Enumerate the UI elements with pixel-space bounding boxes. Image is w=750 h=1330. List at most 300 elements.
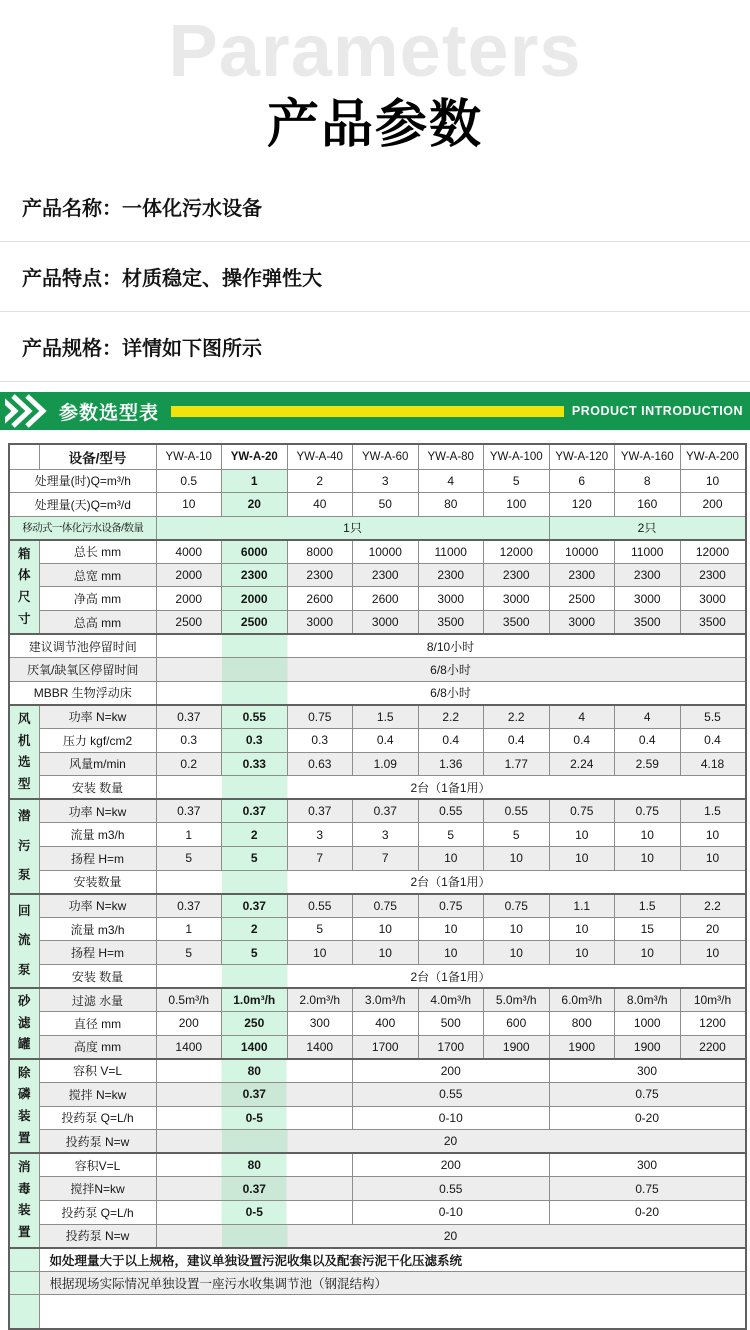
table-row xyxy=(9,1059,746,1083)
value-cell: 8 xyxy=(615,469,681,493)
row-label: 投药泵 N=w xyxy=(39,1224,156,1248)
row-label: 风量m/min xyxy=(39,752,156,776)
row-label: 移动式一体化污水设备/数量 xyxy=(9,516,156,540)
model-header: YW-A-60 xyxy=(353,444,419,469)
value-cell: 2300 xyxy=(680,563,746,587)
table-row xyxy=(9,799,746,823)
row-label: 总高 mm xyxy=(39,611,156,635)
value-cell: 3 xyxy=(353,823,419,847)
group-label: 回 流 泵 xyxy=(9,894,39,988)
value-cell: 50 xyxy=(353,493,419,517)
value-cell: 400 xyxy=(353,1012,419,1036)
table-row xyxy=(9,964,746,988)
watermark-text: Parameters xyxy=(168,9,582,92)
value-cell: 8/10小时 xyxy=(156,634,746,658)
value-cell: 2000 xyxy=(156,587,222,611)
value-cell: 0.55 xyxy=(353,1177,550,1201)
table-row xyxy=(9,563,746,587)
value-cell: 20 xyxy=(156,1224,746,1248)
row-label: 建议调节池停留时间 xyxy=(9,634,156,658)
table-row xyxy=(9,1248,746,1272)
row-label: 压力 kgf/cm2 xyxy=(39,729,156,753)
section-title: 参数选型表 xyxy=(59,402,160,424)
yellow-divider xyxy=(171,406,564,417)
value-cell: 0.75 xyxy=(353,894,419,918)
value-cell: 5.5 xyxy=(680,705,746,729)
value-cell: 0.55 xyxy=(353,1082,550,1106)
value-cell: 10 xyxy=(484,847,550,871)
row-label: 流量 m3/h xyxy=(39,823,156,847)
value-cell: 2 xyxy=(222,823,288,847)
value-cell: 0.75 xyxy=(287,705,353,729)
value-cell: 1700 xyxy=(418,1035,484,1059)
group-cell-empty xyxy=(9,1271,39,1295)
value-cell: 3500 xyxy=(418,611,484,635)
product-name-row xyxy=(0,172,750,242)
value-cell: 2500 xyxy=(549,587,615,611)
value-cell: 4000 xyxy=(156,540,222,564)
value-cell: 250 xyxy=(222,1012,288,1036)
value-cell: 0.37 xyxy=(222,799,288,823)
value-cell: 200 xyxy=(353,1153,550,1177)
value-cell: 0.37 xyxy=(156,799,222,823)
table-row xyxy=(9,1012,746,1036)
value-cell: 3500 xyxy=(680,611,746,635)
value-cell: 1 xyxy=(156,917,222,941)
row-label: 功率 N=kw xyxy=(39,894,156,918)
value-cell: 2只 xyxy=(549,516,746,540)
value-cell: 0.75 xyxy=(549,1082,746,1106)
value-cell: 2.59 xyxy=(615,752,681,776)
value-cell: 10 xyxy=(353,917,419,941)
value-cell: 0.37 xyxy=(156,705,222,729)
value-cell: 0-5 xyxy=(156,1106,353,1130)
row-label: 容积V=L xyxy=(39,1153,156,1177)
value-cell: 2 xyxy=(287,469,353,493)
spec-table xyxy=(8,443,747,1330)
value-cell: 10 xyxy=(680,823,746,847)
section-bar xyxy=(0,392,750,430)
value-cell: 2300 xyxy=(222,563,288,587)
row-label: 处理量(天)Q=m³/d xyxy=(9,493,156,517)
product-spec-row xyxy=(0,312,750,382)
table-row xyxy=(9,1271,746,1295)
value-cell: 3000 xyxy=(353,611,419,635)
value-cell: 1400 xyxy=(156,1035,222,1059)
value-cell: 1400 xyxy=(287,1035,353,1059)
table-row xyxy=(9,1153,746,1177)
table-row xyxy=(9,776,746,800)
product-name-text: 产品名称：一体化污水设备 xyxy=(22,198,262,220)
value-cell: 0.4 xyxy=(484,729,550,753)
table-row xyxy=(9,941,746,965)
value-cell: 10 xyxy=(156,493,222,517)
value-cell: 10 xyxy=(484,917,550,941)
product-feature-text: 产品特点：材质稳定、操作弹性大 xyxy=(22,268,322,290)
value-cell: 6000 xyxy=(222,540,288,564)
value-cell: 2000 xyxy=(156,563,222,587)
table-row xyxy=(9,1130,746,1154)
value-cell: 1 xyxy=(156,823,222,847)
value-cell: 0.75 xyxy=(484,894,550,918)
page-title: 产品参数 xyxy=(266,96,483,154)
value-cell: 7 xyxy=(287,847,353,871)
table-row xyxy=(9,752,746,776)
value-cell: 3.0m³/h xyxy=(353,988,419,1012)
value-cell: 15 xyxy=(615,917,681,941)
row-label: 投药泵 N=w xyxy=(39,1130,156,1154)
value-cell: 1200 xyxy=(680,1012,746,1036)
value-cell: 4.0m³/h xyxy=(418,988,484,1012)
table-row xyxy=(9,634,746,658)
row-label: 过滤 水量 xyxy=(39,988,156,1012)
value-cell: 1900 xyxy=(615,1035,681,1059)
row-label: 功率 N=kw xyxy=(39,705,156,729)
value-cell: 2300 xyxy=(418,563,484,587)
value-cell: 0.5 xyxy=(156,469,222,493)
row-label: 搅拌 N=kw xyxy=(39,1082,156,1106)
value-cell: 0.3 xyxy=(156,729,222,753)
value-cell: 0-10 xyxy=(353,1200,550,1224)
value-cell: 1只 xyxy=(156,516,549,540)
table-row xyxy=(9,705,746,729)
value-cell: 0.55 xyxy=(287,894,353,918)
value-cell: 8000 xyxy=(287,540,353,564)
row-label: 功率 N=kw xyxy=(39,799,156,823)
value-cell: 1.5 xyxy=(615,894,681,918)
value-cell: 10 xyxy=(549,917,615,941)
table-row xyxy=(9,1177,746,1201)
value-cell: 10 xyxy=(418,941,484,965)
table-header-row xyxy=(9,444,746,469)
value-cell: 2.2 xyxy=(418,705,484,729)
note-cell xyxy=(39,1295,746,1329)
chevrons-icon xyxy=(5,394,51,428)
value-cell: 1.36 xyxy=(418,752,484,776)
page-header xyxy=(0,0,750,172)
value-cell: 1 xyxy=(222,469,288,493)
table-row xyxy=(9,917,746,941)
model-header: YW-A-200 xyxy=(680,444,746,469)
value-cell: 1900 xyxy=(484,1035,550,1059)
value-cell: 3000 xyxy=(418,587,484,611)
model-header: YW-A-120 xyxy=(549,444,615,469)
value-cell: 1000 xyxy=(615,1012,681,1036)
value-cell: 2.0m³/h xyxy=(287,988,353,1012)
value-cell: 0.3 xyxy=(287,729,353,753)
value-cell: 0.37 xyxy=(287,799,353,823)
value-cell: 6/8小时 xyxy=(156,681,746,705)
table-row xyxy=(9,469,746,493)
row-label: 投药泵 Q=L/h xyxy=(39,1200,156,1224)
value-cell: 120 xyxy=(549,493,615,517)
product-feature-row xyxy=(0,242,750,312)
value-cell: 3 xyxy=(353,469,419,493)
value-cell: 2台（1备1用） xyxy=(156,870,746,894)
table-row xyxy=(9,894,746,918)
spec-table-body xyxy=(9,444,746,1329)
table-row xyxy=(9,587,746,611)
row-label: 投药泵 Q=L/h xyxy=(39,1106,156,1130)
value-cell: 4.18 xyxy=(680,752,746,776)
value-cell: 0-20 xyxy=(549,1106,746,1130)
value-cell: 10m³/h xyxy=(680,988,746,1012)
value-cell: 11000 xyxy=(615,540,681,564)
value-cell: 1.1 xyxy=(549,894,615,918)
value-cell: 3000 xyxy=(615,587,681,611)
value-cell: 3000 xyxy=(549,611,615,635)
table-row xyxy=(9,847,746,871)
value-cell: 10 xyxy=(615,941,681,965)
table-row xyxy=(9,1295,746,1329)
value-cell: 0.37 xyxy=(353,799,419,823)
value-cell: 3500 xyxy=(615,611,681,635)
row-label: 直径 mm xyxy=(39,1012,156,1036)
table-row xyxy=(9,1200,746,1224)
value-cell: 6/8小时 xyxy=(156,658,746,682)
table-row xyxy=(9,611,746,635)
value-cell: 5 xyxy=(484,823,550,847)
value-cell: 300 xyxy=(549,1153,746,1177)
value-cell: 80 xyxy=(418,493,484,517)
value-cell: 2200 xyxy=(680,1035,746,1059)
value-cell: 5 xyxy=(156,941,222,965)
value-cell: 0.4 xyxy=(549,729,615,753)
value-cell: 0.75 xyxy=(418,894,484,918)
model-header: YW-A-160 xyxy=(615,444,681,469)
value-cell: 0-10 xyxy=(353,1106,550,1130)
note-cell: 如处理量大于以上规格，建议单独设置污泥收集以及配套污泥干化压滤系统 xyxy=(39,1248,746,1272)
row-label: 扬程 H=m xyxy=(39,847,156,871)
note-cell: 根据现场实际情况单独设置一座污水收集调节池（钢混结构） xyxy=(39,1271,746,1295)
value-cell: 0.5m³/h xyxy=(156,988,222,1012)
value-cell: 2600 xyxy=(287,587,353,611)
table-row xyxy=(9,1224,746,1248)
value-cell: 0.37 xyxy=(156,1082,353,1106)
value-cell: 10 xyxy=(615,847,681,871)
table-row xyxy=(9,1106,746,1130)
row-label: 扬程 H=m xyxy=(39,941,156,965)
value-cell: 3 xyxy=(287,823,353,847)
product-info-section xyxy=(0,172,750,382)
value-cell: 3000 xyxy=(287,611,353,635)
row-label: 高度 mm xyxy=(39,1035,156,1059)
value-cell: 2600 xyxy=(353,587,419,611)
value-cell: 0.75 xyxy=(615,799,681,823)
value-cell: 10 xyxy=(418,917,484,941)
value-cell: 0.55 xyxy=(484,799,550,823)
value-cell: 2300 xyxy=(353,563,419,587)
value-cell: 2300 xyxy=(287,563,353,587)
value-cell: 0.55 xyxy=(222,705,288,729)
group-label: 箱 体 尺 寸 xyxy=(9,540,39,634)
value-cell: 1.5 xyxy=(353,705,419,729)
row-label: 总长 mm xyxy=(39,540,156,564)
value-cell: 200 xyxy=(680,493,746,517)
model-header: YW-A-40 xyxy=(287,444,353,469)
value-cell: 300 xyxy=(287,1012,353,1036)
value-cell: 300 xyxy=(549,1059,746,1083)
value-cell: 200 xyxy=(156,1012,222,1036)
value-cell: 10 xyxy=(549,847,615,871)
corner-cell xyxy=(9,444,39,469)
value-cell: 2.2 xyxy=(680,894,746,918)
value-cell: 10000 xyxy=(549,540,615,564)
value-cell: 10 xyxy=(680,469,746,493)
row-label: 容积 V=L xyxy=(39,1059,156,1083)
value-cell: 0-20 xyxy=(549,1200,746,1224)
value-cell: 2 xyxy=(222,917,288,941)
product-spec-text: 产品规格：详情如下图所示 xyxy=(22,338,262,360)
table-row xyxy=(9,729,746,753)
value-cell: 6 xyxy=(549,469,615,493)
model-header: YW-A-10 xyxy=(156,444,222,469)
value-cell: 0.75 xyxy=(549,1177,746,1201)
value-cell: 0.4 xyxy=(418,729,484,753)
value-cell: 1400 xyxy=(222,1035,288,1059)
section-subtitle-en: PRODUCT INTRODUCTION xyxy=(571,404,743,418)
value-cell: 0.33 xyxy=(222,752,288,776)
value-cell: 100 xyxy=(484,493,550,517)
value-cell: 5 xyxy=(222,847,288,871)
value-cell: 7 xyxy=(353,847,419,871)
group-label: 风 机 选 型 xyxy=(9,705,39,799)
device-model-header: 设备/型号 xyxy=(39,444,156,469)
value-cell: 12000 xyxy=(484,540,550,564)
group-label: 砂 滤 罐 xyxy=(9,988,39,1059)
value-cell: 1.09 xyxy=(353,752,419,776)
row-label: 净高 mm xyxy=(39,587,156,611)
value-cell: 1.5 xyxy=(680,799,746,823)
value-cell: 10 xyxy=(287,941,353,965)
value-cell: 0.4 xyxy=(615,729,681,753)
value-cell: 10 xyxy=(353,941,419,965)
row-label: 搅拌N=kw xyxy=(39,1177,156,1201)
value-cell: 0.3 xyxy=(222,729,288,753)
value-cell: 12000 xyxy=(680,540,746,564)
value-cell: 20 xyxy=(222,493,288,517)
value-cell: 2300 xyxy=(615,563,681,587)
value-cell: 800 xyxy=(549,1012,615,1036)
group-label: 消 毒 装 置 xyxy=(9,1153,39,1247)
value-cell: 6.0m³/h xyxy=(549,988,615,1012)
value-cell: 10 xyxy=(484,941,550,965)
value-cell: 3000 xyxy=(484,587,550,611)
value-cell: 10 xyxy=(549,941,615,965)
model-header: YW-A-80 xyxy=(418,444,484,469)
value-cell: 2500 xyxy=(156,611,222,635)
value-cell: 3500 xyxy=(484,611,550,635)
table-row xyxy=(9,1082,746,1106)
value-cell: 0.4 xyxy=(680,729,746,753)
value-cell: 1900 xyxy=(549,1035,615,1059)
table-row xyxy=(9,493,746,517)
row-label: 安装数量 xyxy=(39,870,156,894)
value-cell: 80 xyxy=(156,1059,353,1083)
group-label: 潜 污 泵 xyxy=(9,799,39,893)
value-cell: 10 xyxy=(680,941,746,965)
value-cell: 2300 xyxy=(484,563,550,587)
value-cell: 8.0m³/h xyxy=(615,988,681,1012)
value-cell: 2.2 xyxy=(484,705,550,729)
table-row xyxy=(9,658,746,682)
value-cell: 1.0m³/h xyxy=(222,988,288,1012)
value-cell: 0.37 xyxy=(156,1177,353,1201)
row-label: 厌氧/缺氧区停留时间 xyxy=(9,658,156,682)
value-cell: 3000 xyxy=(680,587,746,611)
value-cell: 10000 xyxy=(353,540,419,564)
group-label: 除 磷 装 置 xyxy=(9,1059,39,1153)
value-cell: 160 xyxy=(615,493,681,517)
value-cell: 4 xyxy=(615,705,681,729)
model-header: YW-A-100 xyxy=(484,444,550,469)
value-cell: 10 xyxy=(418,847,484,871)
value-cell: 0.4 xyxy=(353,729,419,753)
value-cell: 5 xyxy=(484,469,550,493)
group-cell-empty xyxy=(9,1248,39,1272)
value-cell: 2.24 xyxy=(549,752,615,776)
value-cell: 5 xyxy=(222,941,288,965)
value-cell: 0.63 xyxy=(287,752,353,776)
row-label: 处理量(时)Q=m³/h xyxy=(9,469,156,493)
value-cell: 10 xyxy=(549,823,615,847)
value-cell: 0.2 xyxy=(156,752,222,776)
value-cell: 5 xyxy=(156,847,222,871)
value-cell: 2000 xyxy=(222,587,288,611)
model-header: YW-A-20 xyxy=(222,444,288,469)
value-cell: 20 xyxy=(680,917,746,941)
value-cell: 0.37 xyxy=(156,894,222,918)
table-row xyxy=(9,516,746,540)
value-cell: 40 xyxy=(287,493,353,517)
table-row xyxy=(9,988,746,1012)
value-cell: 5 xyxy=(287,917,353,941)
table-row xyxy=(9,823,746,847)
table-row xyxy=(9,681,746,705)
value-cell: 2台（1备1用） xyxy=(156,964,746,988)
table-row xyxy=(9,540,746,564)
row-label: 流量 m3/h xyxy=(39,917,156,941)
value-cell: 2300 xyxy=(549,563,615,587)
value-cell: 10 xyxy=(680,847,746,871)
table-row xyxy=(9,1035,746,1059)
value-cell: 11000 xyxy=(418,540,484,564)
value-cell: 200 xyxy=(353,1059,550,1083)
value-cell: 2台（1备1用） xyxy=(156,776,746,800)
row-label: 安装 数量 xyxy=(39,964,156,988)
group-cell-empty xyxy=(9,1295,39,1329)
value-cell: 2500 xyxy=(222,611,288,635)
table-row xyxy=(9,870,746,894)
row-label: 总宽 mm xyxy=(39,563,156,587)
value-cell: 0.37 xyxy=(222,894,288,918)
value-cell: 0.75 xyxy=(549,799,615,823)
value-cell: 1700 xyxy=(353,1035,419,1059)
value-cell: 20 xyxy=(156,1130,746,1154)
value-cell: 5 xyxy=(418,823,484,847)
row-label: 安装 数量 xyxy=(39,776,156,800)
value-cell: 600 xyxy=(484,1012,550,1036)
value-cell: 0-5 xyxy=(156,1200,353,1224)
value-cell: 0.55 xyxy=(418,799,484,823)
value-cell: 80 xyxy=(156,1153,353,1177)
value-cell: 500 xyxy=(418,1012,484,1036)
value-cell: 4 xyxy=(418,469,484,493)
value-cell: 5.0m³/h xyxy=(484,988,550,1012)
value-cell: 1.77 xyxy=(484,752,550,776)
value-cell: 10 xyxy=(615,823,681,847)
value-cell: 4 xyxy=(549,705,615,729)
